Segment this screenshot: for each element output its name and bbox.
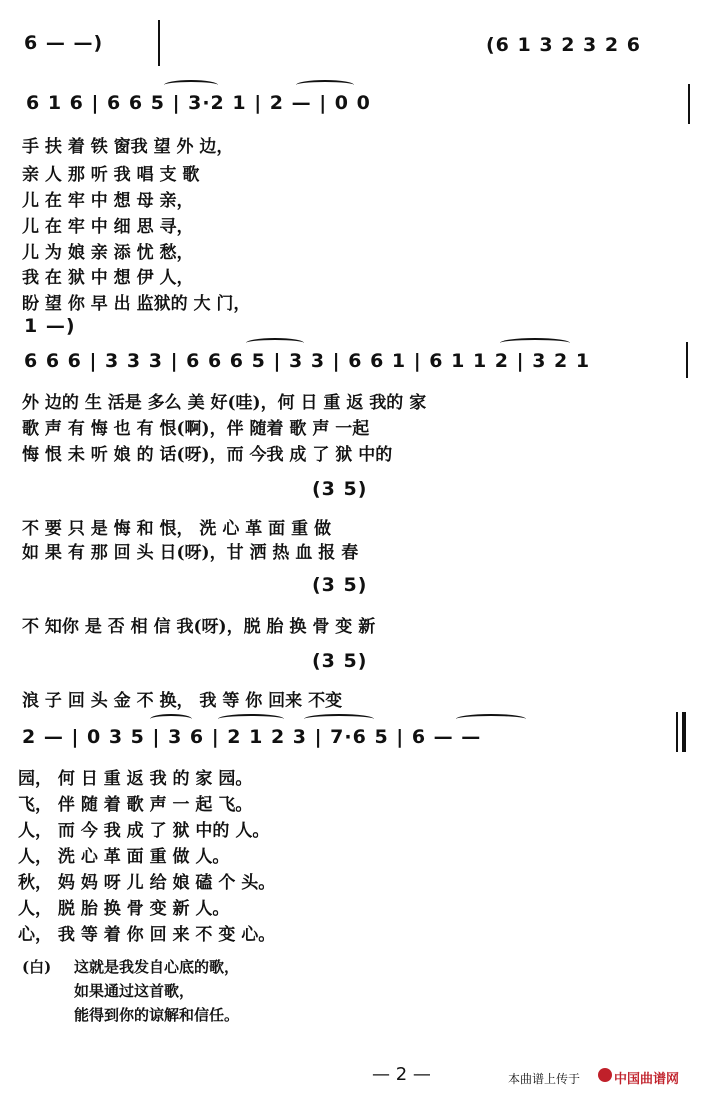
tie	[456, 714, 526, 724]
lyric-line: 儿 为 娘 亲 添 忧 愁，	[22, 243, 194, 263]
lyric-line: 心， 我 等 着 你 回 来 不 变 心。	[18, 925, 276, 945]
paren-notes: (3 5)	[312, 478, 368, 500]
lyric-line: 手 扶 着 铁 窗我 望 外 边，	[22, 137, 234, 157]
lyric-line: 人， 脱 胎 换 骨 变 新 人。	[18, 899, 230, 919]
barline	[158, 20, 160, 66]
spoken-tag: (白)	[22, 958, 52, 976]
lyric-line: 园， 何 日 重 返 我 的 家 园。	[18, 769, 253, 789]
barline	[688, 84, 690, 124]
notation-intro: (6 1 3 2 3 2 6	[486, 34, 641, 56]
tie	[296, 80, 354, 90]
notation-line-4: 6 6 6 | 3 3 3 | 6 6 6 5 | 3 3 | 6 6 1 | 6 1 1 2 | 3 2 1	[24, 350, 591, 372]
tie	[304, 714, 374, 724]
logo-icon	[598, 1068, 612, 1082]
barline-final	[676, 712, 678, 752]
tie	[218, 714, 284, 724]
barline-final	[682, 712, 686, 752]
lyric-line: 浪 子 回 头 金 不 换， 我 等 你 回来 不变	[22, 691, 343, 711]
notation-line-2: 6 1 6 | 6 6 5 | 3·2 1 | 2 — | 0 0	[26, 92, 371, 114]
page-number: — 2 —	[372, 1064, 431, 1085]
barline	[686, 342, 688, 378]
upload-credit: 本曲谱上传于	[508, 1072, 581, 1086]
tie	[500, 338, 570, 348]
lyric-line: 外 边的 生 活是 多么 美 好(哇)，何 日 重 返 我的 家	[22, 393, 427, 413]
lyric-line: 秋， 妈 妈 呀 儿 给 娘 磕 个 头。	[18, 873, 276, 893]
lyric-line: 不 要 只 是 悔 和 恨， 洗 心 革 面 重 做	[22, 519, 332, 539]
tie	[150, 714, 192, 724]
lyric-line: 歌 声 有 悔 也 有 恨(啊)，伴 随着 歌 声 一起	[22, 419, 370, 439]
notation-line-5: 2 — | 0 3 5 | 3 6 | 2 1 2 3 | 7·6 5 | 6 — —	[22, 726, 482, 748]
notation-line-3: 1 —)	[24, 315, 76, 337]
tie	[246, 338, 304, 348]
spoken-line: 这就是我发自心底的歌，	[74, 958, 240, 976]
lyric-line: 儿 在 牢 中 想 母 亲，	[22, 191, 194, 211]
lyric-line: 飞， 伴 随 着 歌 声 一 起 飞。	[18, 795, 253, 815]
lyric-line: 儿 在 牢 中 细 思 寻，	[22, 217, 194, 237]
site-logo: 中国曲谱网	[614, 1072, 680, 1087]
paren-notes: (3 5)	[312, 650, 368, 672]
lyric-line: 不 知你 是 否 相 信 我(呀)，脱 胎 换 骨 变 新	[22, 617, 376, 637]
spoken-line: 如果通过这首歌，	[74, 982, 195, 1000]
tie	[164, 80, 218, 90]
lyric-line: 盼 望 你 早 出 监狱的 大 门，	[22, 294, 251, 314]
lyric-line: 我 在 狱 中 想 伊 人，	[22, 268, 194, 288]
lyric-line: 悔 恨 未 听 娘 的 话(呀)，而 今我 成 了 狱 中的	[22, 445, 393, 465]
spoken-line: 能得到你的谅解和信任。	[74, 1006, 240, 1024]
lyric-line: 亲 人 那 听 我 唱 支 歌	[22, 165, 200, 185]
lyric-line: 人， 洗 心 革 面 重 做 人。	[18, 847, 230, 867]
lyric-line: 如 果 有 那 回 头 日(呀)，甘 洒 热 血 报 春	[22, 543, 359, 563]
notation-line-1: 6 — —)	[24, 32, 104, 54]
paren-notes: (3 5)	[312, 574, 368, 596]
lyric-line: 人， 而 今 我 成 了 狱 中的 人。	[18, 821, 270, 841]
